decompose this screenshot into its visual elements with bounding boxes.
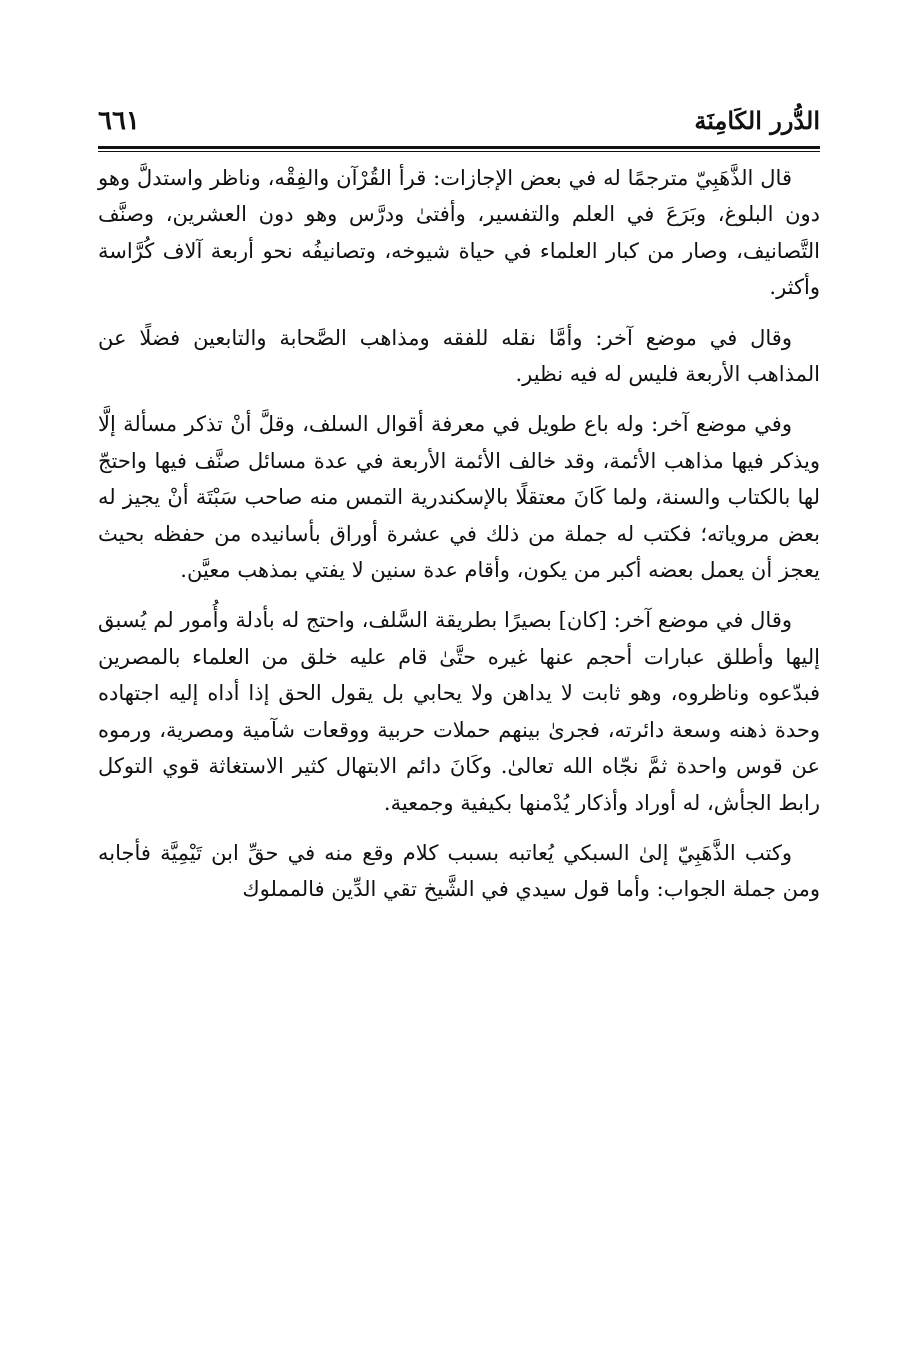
book-title: الدُّرر الكَامِنَة <box>694 106 820 135</box>
header-rule-thick <box>98 146 820 149</box>
paragraph-5: وكتب الذَّهَبِيّ إلىٰ السبكي يُعاتبه بسبب كلام وقع منه في حقِّ ابن تَيْمِيَّة فأجابه ومن جملة الجواب: وأما قول سيدي في الشَّيخ تقي الدِّين فالمملوك <box>98 840 820 902</box>
paragraph-4: وقال في موضع آخر: [كان] بصيرًا بطريقة السَّلف، واحتج له بأدلة وأُمور لم يُسبق إليها وأطلق عبارات أحجم عنها غيره حتَّىٰ قام عليه خلق من العلماء بالمصرين فبدّعوه وناظروه، وهو ثابت لا يداهن ولا يحابي بل يقول الحق إذا أداه إليه اجتهاده وحدة ذهنه وسعة دائرته، فجرىٰ بينهم حملات حربية ووقعات شآمية ومصرية، ورموه عن قوس واحدة ثمَّ نجّاه الله تعالىٰ. وكَانَ دائم الابتهال كثير الاستغاثة قوي التوكل رابط الجأش، له أوراد وأذكار يُدْمنها بكيفية وجمعية. <box>98 608 820 815</box>
paragraph-1: قال الذَّهَبِيّ مترجمًا له في بعض الإجازات: قرأ القُرْآن والفِقْه، وناظر واستدلَّ وهو دون البلوغ، وبَرَعَ في العلم والتفسير، وأفتىٰ ودرَّس وهو دون العشرين، وصنَّف التَّصانيف، وصار من كبار العلماء في حياة شيوخه، وتصانيفُه نحو أربعة آلاف كُرَّاسة وأكثر. <box>98 166 820 300</box>
page-body <box>98 160 820 922</box>
page-number: ٦٦١ <box>98 106 140 136</box>
header-rule-thin <box>98 151 820 152</box>
paragraph-2: وقال في موضع آخر: وأمَّا نقله للفقه ومذاهب الصَّحابة والتابعين فضلًا عن المذاهب الأربعة فليس له فيه نظير. <box>98 325 820 387</box>
running-header <box>98 104 820 144</box>
paragraph-3: وفي موضع آخر: وله باع طويل في معرفة أقوال السلف، وقلَّ أنْ تذكر مسألة إلَّا ويذكر فيها مذاهب الأئمة، وقد خالف الأئمة الأربعة في عدة مسائل صنَّف فيها واحتجّ لها بالكتاب والسنة، ولما كَانَ معتقلًا بالإسكندرية التمس منه صاحب سَبْتَة أنْ يجيز له بعض مروياته؛ فكتب له جملة من ذلك في عشرة أوراق بأسانيده من حفظه بحيث يعجز أن يعمل بعضه أكبر من يكون، وأقام عدة سنين لا يفتي بمذهب معيَّن. <box>98 412 820 583</box>
